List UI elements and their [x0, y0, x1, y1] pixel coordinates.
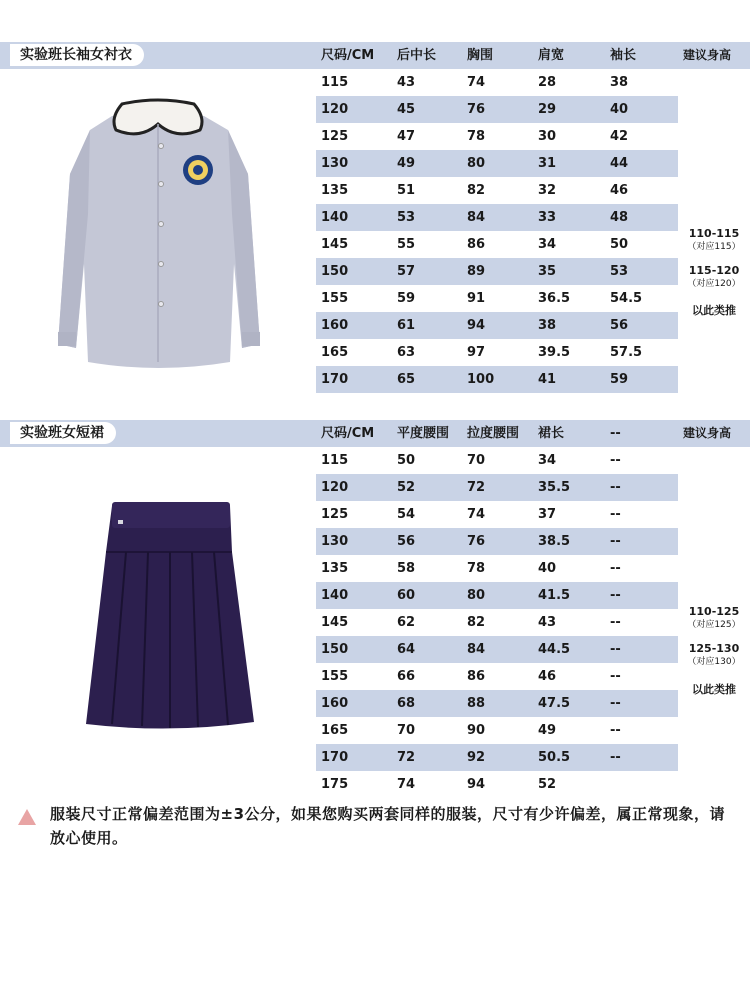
- size-deviation-note: 服装尺寸正常偏差范围为±3公分，如果您购买两套同样的服装，尺寸有少许偏差，属正常现象，请放心使用。: [50, 805, 726, 847]
- table-cell: 44: [610, 156, 629, 171]
- table-cell: 82: [467, 615, 486, 630]
- table-cell: （对应120）: [687, 279, 741, 289]
- table-row: [316, 447, 678, 474]
- table-cell: 40: [610, 102, 629, 117]
- table-cell: 145: [321, 237, 349, 252]
- table-cell: 82: [467, 183, 486, 198]
- table-cell: 60: [397, 588, 416, 603]
- table-cell: 120: [321, 480, 349, 495]
- table-cell: 89: [467, 264, 486, 279]
- shirt-suggest-2: [678, 264, 750, 290]
- table-cell: 53: [610, 264, 629, 279]
- skirt-header-size: 尺码/CM: [321, 426, 375, 441]
- table-row: [316, 204, 678, 231]
- table-cell: --: [610, 696, 621, 711]
- table-cell: --: [610, 561, 621, 576]
- table-cell: 52: [397, 480, 416, 495]
- table-cell: --: [610, 588, 621, 603]
- table-cell: --: [610, 642, 621, 657]
- skirt-header-stretch-waist: 拉度腰围: [467, 426, 520, 441]
- table-cell: 50: [610, 237, 629, 252]
- table-cell: 48: [610, 210, 629, 225]
- table-cell: 32: [538, 183, 557, 198]
- table-cell: 46: [610, 183, 629, 198]
- table-cell: 140: [321, 588, 349, 603]
- table-cell: 110-125: [688, 605, 740, 618]
- table-cell: 47.5: [538, 696, 571, 711]
- table-cell: 100: [467, 372, 495, 387]
- shirt-suggested-height-panel: [678, 69, 750, 392]
- table-cell: （对应130）: [687, 657, 741, 667]
- table-row: [316, 582, 678, 609]
- table-cell: 28: [538, 75, 557, 90]
- table-cell: 34: [538, 453, 557, 468]
- table-cell: 41.5: [538, 588, 571, 603]
- table-cell: 160: [321, 318, 349, 333]
- table-cell: 59: [610, 372, 629, 387]
- table-cell: 155: [321, 291, 349, 306]
- table-cell: 145: [321, 615, 349, 630]
- table-row: [316, 717, 678, 744]
- table-cell: 94: [467, 318, 486, 333]
- table-cell: 68: [397, 696, 416, 711]
- table-row: [316, 744, 678, 771]
- skirt-header-flat-waist: 平度腰围: [397, 426, 450, 441]
- table-cell: 49: [538, 723, 557, 738]
- table-cell: 110-115: [688, 227, 740, 240]
- table-cell: 49: [397, 156, 416, 171]
- table-row: [316, 123, 678, 150]
- table-cell: 42: [610, 129, 629, 144]
- table-row: [316, 231, 678, 258]
- table-cell: 38: [538, 318, 557, 333]
- table-cell: 175: [321, 777, 349, 792]
- table-row: [316, 636, 678, 663]
- table-cell: 78: [467, 129, 486, 144]
- shirt-size-table: [316, 69, 678, 393]
- table-cell: --: [610, 480, 621, 495]
- table-cell: 34: [538, 237, 557, 252]
- table-cell: 56: [610, 318, 629, 333]
- table-cell: --: [610, 534, 621, 549]
- table-cell: 165: [321, 345, 349, 360]
- table-cell: 50.5: [538, 750, 571, 765]
- shirt-title: 实验班长袖女衬衣: [10, 44, 144, 66]
- table-cell: 35: [538, 264, 557, 279]
- shirt-header-size: 尺码/CM: [321, 48, 375, 63]
- table-cell: 52: [538, 777, 557, 792]
- table-cell: 130: [321, 156, 349, 171]
- table-row: [316, 663, 678, 690]
- table-cell: 88: [467, 696, 486, 711]
- table-cell: 36.5: [538, 291, 571, 306]
- table-cell: 51: [397, 183, 416, 198]
- skirt-size-section: [0, 420, 750, 800]
- table-cell: 125-130: [688, 642, 740, 655]
- shirt-suggest-etc: 以此类推: [692, 304, 736, 317]
- table-cell: 44.5: [538, 642, 571, 657]
- skirt-photo: [82, 492, 257, 730]
- skirt-size-table: [316, 447, 678, 798]
- table-row: [316, 177, 678, 204]
- table-cell: 84: [467, 210, 486, 225]
- table-cell: 135: [321, 561, 349, 576]
- skirt-header-blank: --: [610, 426, 621, 441]
- table-cell: 58: [397, 561, 416, 576]
- table-row: [316, 771, 678, 798]
- skirt-suggest-1: [678, 605, 750, 631]
- table-cell: 97: [467, 345, 486, 360]
- table-cell: 46: [538, 669, 557, 684]
- shirt-header-chest: 胸围: [467, 48, 494, 63]
- table-cell: 38.5: [538, 534, 571, 549]
- shirt-photo: [50, 94, 265, 374]
- table-cell: 61: [397, 318, 416, 333]
- table-cell: --: [610, 453, 621, 468]
- table-cell: 92: [467, 750, 486, 765]
- table-cell: 155: [321, 669, 349, 684]
- table-row: [316, 609, 678, 636]
- skirt-title: 实验班女短裙: [10, 422, 116, 444]
- table-cell: 170: [321, 372, 349, 387]
- table-cell: 64: [397, 642, 416, 657]
- table-cell: 56: [397, 534, 416, 549]
- table-cell: 140: [321, 210, 349, 225]
- table-cell: --: [610, 615, 621, 630]
- table-row: [316, 501, 678, 528]
- table-cell: （对应125）: [687, 620, 741, 630]
- table-cell: 86: [467, 669, 486, 684]
- table-cell: 125: [321, 129, 349, 144]
- table-cell: 40: [538, 561, 557, 576]
- table-cell: 70: [467, 453, 486, 468]
- table-cell: 115-120: [688, 264, 740, 277]
- table-cell: 39.5: [538, 345, 571, 360]
- skirt-header-suggested-height: 建议身高: [683, 426, 732, 440]
- table-cell: 33: [538, 210, 557, 225]
- table-cell: 72: [467, 480, 486, 495]
- table-cell: 86: [467, 237, 486, 252]
- table-cell: --: [610, 723, 621, 738]
- table-cell: 74: [467, 75, 486, 90]
- table-cell: 53: [397, 210, 416, 225]
- table-cell: 76: [467, 534, 486, 549]
- table-cell: 43: [538, 615, 557, 630]
- table-row: [316, 555, 678, 582]
- shirt-header-back-length: 后中长: [397, 48, 437, 63]
- table-cell: 72: [397, 750, 416, 765]
- table-cell: 43: [397, 75, 416, 90]
- shirt-header-suggested-height: 建议身高: [683, 48, 732, 62]
- table-cell: --: [610, 750, 621, 765]
- table-cell: 41: [538, 372, 557, 387]
- table-row: [316, 690, 678, 717]
- table-row: [316, 366, 678, 393]
- table-row: [316, 474, 678, 501]
- table-cell: 120: [321, 102, 349, 117]
- table-cell: 90: [467, 723, 486, 738]
- table-cell: 62: [397, 615, 416, 630]
- skirt-suggest-2: [678, 642, 750, 668]
- shirt-size-section: [0, 42, 750, 392]
- table-cell: 135: [321, 183, 349, 198]
- table-row: [316, 69, 678, 96]
- shirt-suggest-1: [678, 227, 750, 253]
- table-cell: 91: [467, 291, 486, 306]
- table-cell: 30: [538, 129, 557, 144]
- table-cell: 63: [397, 345, 416, 360]
- table-row: [316, 339, 678, 366]
- table-cell: 35.5: [538, 480, 571, 495]
- table-cell: 150: [321, 264, 349, 279]
- table-row: [316, 150, 678, 177]
- table-cell: 150: [321, 642, 349, 657]
- table-cell: 45: [397, 102, 416, 117]
- table-cell: 38: [610, 75, 629, 90]
- table-row: [316, 312, 678, 339]
- shirt-header-shoulder: 肩宽: [538, 48, 565, 63]
- table-cell: 66: [397, 669, 416, 684]
- table-cell: 55: [397, 237, 416, 252]
- table-cell: 78: [467, 561, 486, 576]
- table-cell: 115: [321, 453, 349, 468]
- table-cell: 70: [397, 723, 416, 738]
- table-cell: （对应115）: [687, 242, 741, 252]
- table-cell: 54.5: [610, 291, 643, 306]
- warning-triangle-icon: [17, 808, 37, 826]
- table-cell: 65: [397, 372, 416, 387]
- skirt-header-skirt-length: 裙长: [538, 426, 565, 441]
- table-cell: 57.5: [610, 345, 643, 360]
- table-row: [316, 96, 678, 123]
- table-cell: 160: [321, 696, 349, 711]
- table-cell: 125: [321, 507, 349, 522]
- table-cell: 170: [321, 750, 349, 765]
- skirt-suggested-height-panel: [678, 447, 750, 743]
- table-cell: 74: [467, 507, 486, 522]
- table-cell: 80: [467, 588, 486, 603]
- table-row: [316, 285, 678, 312]
- shirt-header-sleeve: 袖长: [610, 48, 637, 63]
- table-cell: 84: [467, 642, 486, 657]
- skirt-suggest-etc: 以此类推: [692, 683, 736, 696]
- table-cell: 74: [397, 777, 416, 792]
- table-cell: 47: [397, 129, 416, 144]
- table-cell: 54: [397, 507, 416, 522]
- table-cell: 29: [538, 102, 557, 117]
- table-cell: 31: [538, 156, 557, 171]
- table-cell: 115: [321, 75, 349, 90]
- table-cell: 94: [467, 777, 486, 792]
- table-cell: --: [610, 507, 621, 522]
- table-cell: 50: [397, 453, 416, 468]
- table-cell: 130: [321, 534, 349, 549]
- table-cell: 80: [467, 156, 486, 171]
- table-cell: 165: [321, 723, 349, 738]
- table-cell: 57: [397, 264, 416, 279]
- table-cell: --: [610, 669, 621, 684]
- table-cell: 59: [397, 291, 416, 306]
- table-row: [316, 258, 678, 285]
- table-cell: 37: [538, 507, 557, 522]
- table-row: [316, 528, 678, 555]
- table-cell: 76: [467, 102, 486, 117]
